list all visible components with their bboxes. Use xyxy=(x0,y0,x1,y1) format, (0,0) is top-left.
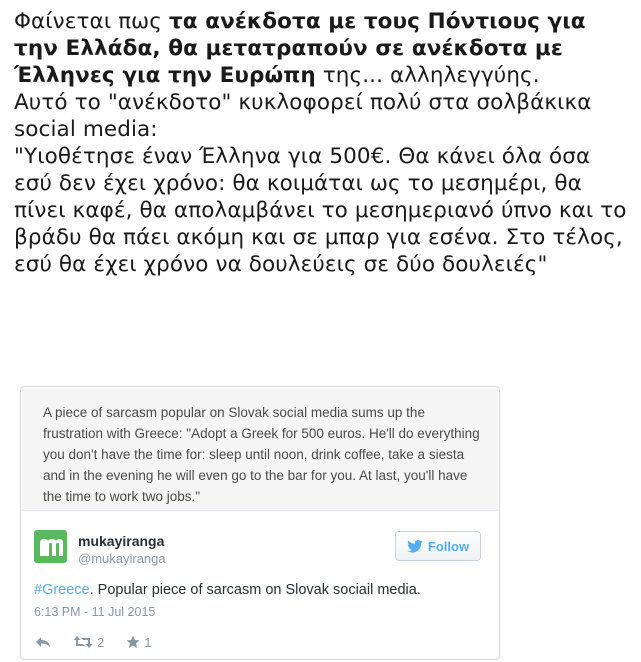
twitter-bird-icon xyxy=(407,540,423,553)
embedded-tweet[interactable] xyxy=(20,386,500,660)
follow-button[interactable] xyxy=(395,531,481,561)
follow-label: Follow xyxy=(427,538,470,554)
quoted-text: A piece of sarcasm popular on Slovak social media sums up the frustration with Greece: "Adopt a Greek for 500 euros. He'll do everything you don't have the time for: sleep until noon, drink coffee, take a siesta and in the evening he will even go to the bar for you. At last, you'll have the time to work two jobs." xyxy=(43,405,480,504)
author-handle[interactable]: @mukayiranga xyxy=(78,551,166,566)
intro-text: Φαίνεται πως xyxy=(14,9,169,34)
reply-button[interactable] xyxy=(35,635,51,649)
favorite-count: 1 xyxy=(144,634,152,650)
intro-tail-text: της... αλληλεγγύης. xyxy=(315,63,540,88)
paragraph-joke: "Υιοθέτησε έναν Έλληνα για 500€. Θα κάνει όλα όσα εσύ δεν έχει χρόνο: θα κοιμάται ως το μεσημέρι, θα πίνει καφέ, θα απολαμβάνει το μεσημεριανό ύπνο και το βράδυ θα πάει ακόμη και σε μπαρ για εσένα. Στο τέλος, εσύ θα έχει χρόνο να δουλεύεις σε δύο δουλειές" xyxy=(14,144,627,277)
avatar-logo-icon[interactable] xyxy=(34,530,67,563)
retweet-count: 2 xyxy=(97,634,105,650)
favorite-button[interactable] xyxy=(126,635,151,650)
reply-icon xyxy=(35,635,51,649)
paragraph-intro xyxy=(14,8,629,89)
tweet-body: . Popular piece of sarcasm on Slovak sociail media. xyxy=(89,582,421,598)
retweet-button[interactable] xyxy=(73,635,104,650)
hashtag-link[interactable]: #Greece xyxy=(34,582,90,598)
quoted-image-box xyxy=(22,388,498,511)
author-name[interactable]: mukayiranga xyxy=(78,533,165,549)
article-text xyxy=(14,8,629,278)
retweet-icon xyxy=(73,635,93,649)
tweet-text xyxy=(34,582,489,598)
paragraph-context: Αυτό το "ανέκδοτο" κυκλοφορεί πολύ στα σολβάκικα social media: xyxy=(14,90,592,142)
intro-bold-text: τα ανέκδοτα με τους Πόντιους για την Ελλάδα, θα μετατραπούν σε ανέκδοτα με Έλληνες για την Ευρώπη xyxy=(14,9,586,88)
favorite-star-icon xyxy=(126,635,140,649)
tweet-timestamp[interactable]: 6:13 PM - 11 Jul 2015 xyxy=(34,605,156,619)
tweet-actions xyxy=(35,633,173,651)
